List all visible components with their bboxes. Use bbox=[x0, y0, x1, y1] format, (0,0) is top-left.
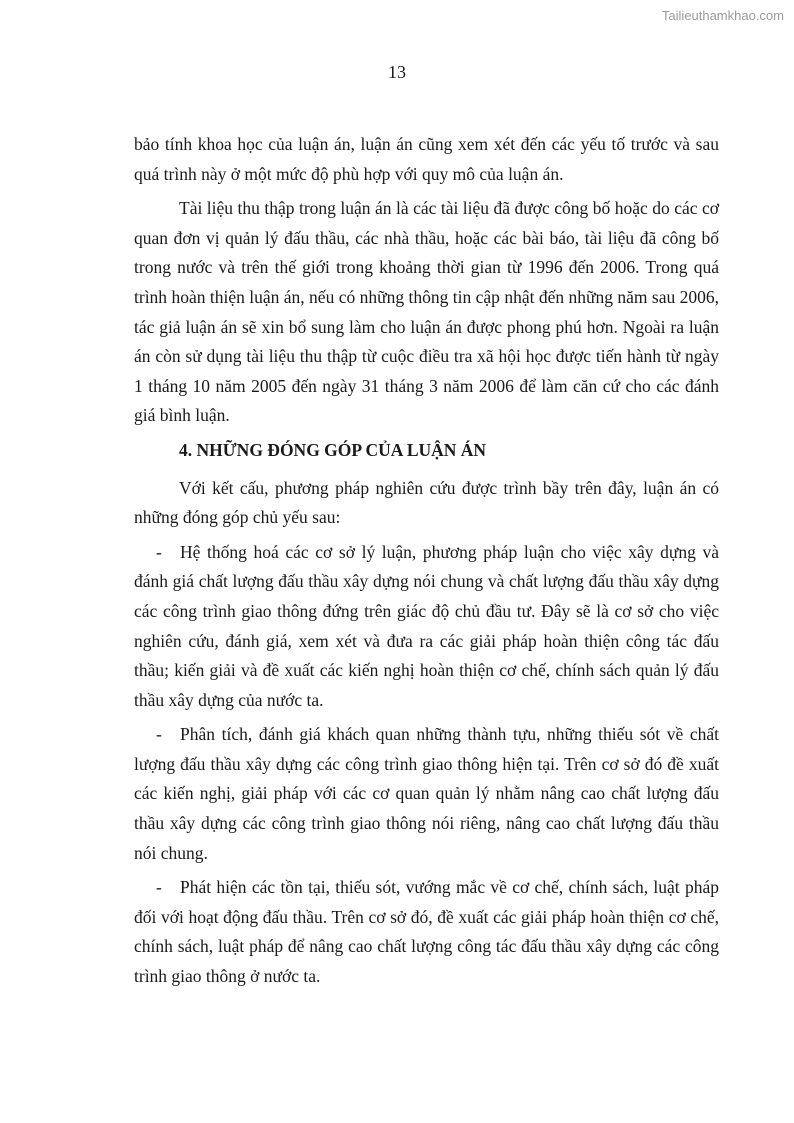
paragraph-sources: Tài liệu thu thập trong luận án là các tài liệu đã được công bố hoặc do các cơ quan đơn vị quản lý đấu thầu, các nhà thầu, hoặc các bài báo, tài liệu đã công bố trong nước và trên thế giới trong khoảng thời gian từ 1996 đến 2006. Trong quá trình hoàn thiện luận án, nếu có những thông tin cập nhật đến những năm sau 2006, tác giả luận án sẽ xin bổ sung làm cho luận án được phong phú hơn. Ngoài ra luận án còn sử dụng tài liệu thu thập từ cuộc điều tra xã hội học được tiến hành từ ngày 1 tháng 10 năm 2005 đến ngày 31 tháng 3 năm 2006 để làm căn cứ cho các đánh giá bình luận. bbox=[134, 198, 719, 426]
paragraph-intro: Với kết cấu, phương pháp nghiên cứu được trình bầy trên đây, luận án có những đóng góp chủ yếu sau: bbox=[134, 477, 719, 528]
bullet-item bbox=[134, 720, 719, 868]
bullet-item bbox=[134, 873, 719, 991]
bullet-text: Hệ thống hoá các cơ sở lý luận, phương pháp luận cho việc xây dựng và đánh giá chất lượng đấu thầu xây dựng nói chung và chất lượng đấu thầu xây dựng các công trình giao thông đứng trên giác độ chủ đầu tư. Đây sẽ là cơ sở cho việc nghiên cứu, đánh giá, xem xét và đưa ra các giải pháp hoàn thiện công tác đấu thầu; kiến giải và đề xuất các kiến nghị hoàn thiện cơ chế, chính sách quản lý đấu thầu xây dựng của nước ta. bbox=[134, 541, 719, 710]
paragraph-continuation: bảo tính khoa học của luận án, luận án cũng xem xét đến các yếu tố trước và sau quá trình này ở một mức độ phù hợp với quy mô của luận án. bbox=[134, 134, 719, 184]
document-body bbox=[134, 130, 719, 997]
bullet-marker: - bbox=[156, 724, 162, 745]
section-heading: 4. NHỮNG ĐÓNG GÓP CỦA LUẬN ÁN bbox=[179, 439, 487, 460]
bullet-marker: - bbox=[156, 541, 162, 562]
bullet-text: Phát hiện các tồn tại, thiếu sót, vướng mắc về cơ chế, chính sách, luật pháp đối với hoạt động đấu thầu. Trên cơ sở đó, đề xuất các giải pháp hoàn thiện cơ chế, chính sách, luật pháp để nâng cao chất lượng công tác đấu thầu xây dựng các công trình giao thông ở nước ta. bbox=[134, 877, 719, 987]
bullet-item bbox=[134, 538, 719, 716]
watermark: Tailieuthamkhao.com bbox=[661, 8, 784, 23]
bullet-text: Phân tích, đánh giá khách quan những thành tựu, những thiếu sót về chất lượng đấu thầu xây dựng các công trình giao thông hiện tại. Trên cơ sở đó đề xuất các kiến nghị, giải pháp với các cơ quan quản lý nhằm nâng cao chất lượng đấu thầu xây dựng các công trình giao thông nói riêng, nâng cao chất lượng đấu thầu nói chung. bbox=[134, 724, 719, 863]
page-number: 13 bbox=[388, 62, 406, 82]
bullet-marker: - bbox=[156, 877, 162, 898]
